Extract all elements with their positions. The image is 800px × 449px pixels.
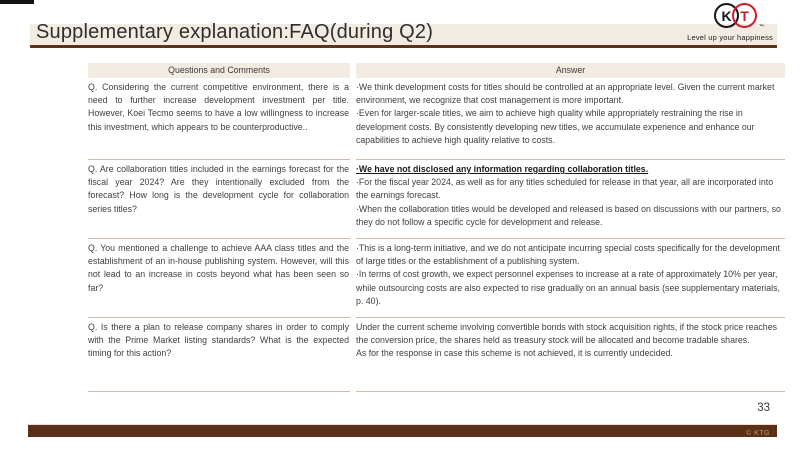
question-text: Q. Is there a plan to release company shares in order to comply with the Prime Market listing standards? What is the expected timing for this action?: [88, 322, 349, 359]
title-bar: [30, 21, 777, 48]
copyright-text: © KTG: [746, 430, 770, 437]
question-cell: [88, 160, 350, 239]
answer-paragraph: ·For the fiscal year 2024, as well as for any titles scheduled for release in that year, all are incorporated into the earnings forecast.: [356, 177, 774, 201]
answer-paragraph: ·In terms of cost growth, we expect personnel expenses to increase at a rate of approximately 10% per year, while outsourcing costs are also expected to rise gradually on an annual basis (see supplementary materials, p. 40).: [356, 269, 780, 306]
logo-k-letter: K: [721, 7, 732, 24]
logo-t-letter: T: [740, 7, 749, 24]
emphasized-answer: ·We have not disclosed any information regarding collaboration titles.: [356, 164, 649, 174]
question-cell: [88, 239, 350, 318]
logo-tagline: Level up your happiness: [687, 33, 773, 42]
header-questions: Questions and Comments: [88, 63, 350, 78]
answer-cell: [356, 160, 785, 239]
answer-cell: [356, 78, 785, 160]
answer-paragraph: Under the current scheme involving convertible bonds with stock acquisition rights, if the stock price reaches the conversion price, the shares held as treasury stock will be allocated and become tradable shares.: [356, 322, 777, 346]
question-cell: [88, 318, 350, 392]
answer-cell: [356, 318, 785, 392]
answer-paragraph: ·We think development costs for titles should be controlled at an appropriate level. Given the current market environment, we recognize that cost management is more important.: [356, 82, 775, 106]
answer-cell: [356, 239, 785, 318]
question-text: Q. You mentioned a challenge to achieve AAA class titles and the establishment of an in-house publishing system. However, will this not lead to an increase in costs beyond what has been seen so far?: [88, 243, 349, 293]
answer-paragraph: ·This is a long-term initiative, and we do not anticipate incurring special costs specifically for the development of large titles or the establishment of a publishing system.: [356, 243, 780, 267]
answer-paragraph: ·When the collaboration titles would be developed and released is based on discussions with our partners, so they do not follow a specific cycle for development and release.: [356, 203, 781, 227]
table-row: [88, 239, 785, 318]
logo-t-circle: [732, 3, 764, 30]
page-title: Supplementary explanation:FAQ(during Q2): [36, 21, 434, 43]
footer-bar: [28, 424, 777, 437]
kt-logo: [714, 3, 764, 30]
answer-paragraph: ·Even for larger-scale titles, we aim to achieve high quality while appropriately restraining the rise in development costs. By consistently developing new titles, we accumulate experience and enhance our capabilities to achieve high quality relative to costs.: [356, 108, 755, 145]
answer-paragraph: As for the response in case this scheme is not achieved, it is currently undecided.: [356, 348, 673, 359]
question-text: Q. Considering the current competitive environment, there is a need to further increase development investment per title. However, Koei Tecmo seems to have a low willingness to increase this investment, which appears to be counterproductive..: [88, 82, 349, 132]
question-text: Q. Are collaboration titles included in the earnings forecast for the fiscal year 2024? Are they intentionally excluded from the forecast? How long is the development cycle for collaboration series titles?: [88, 164, 349, 214]
table-row: [88, 78, 785, 160]
table-header-row: [88, 63, 785, 78]
question-cell: [88, 78, 350, 160]
page-number: 33: [757, 402, 770, 414]
header-answer: Answer: [356, 63, 785, 78]
trademark-mark: ™: [759, 24, 764, 30]
table-row: [88, 318, 785, 392]
faq-table: [88, 63, 785, 392]
table-row: [88, 160, 785, 239]
top-left-accent-bar: [0, 0, 34, 4]
